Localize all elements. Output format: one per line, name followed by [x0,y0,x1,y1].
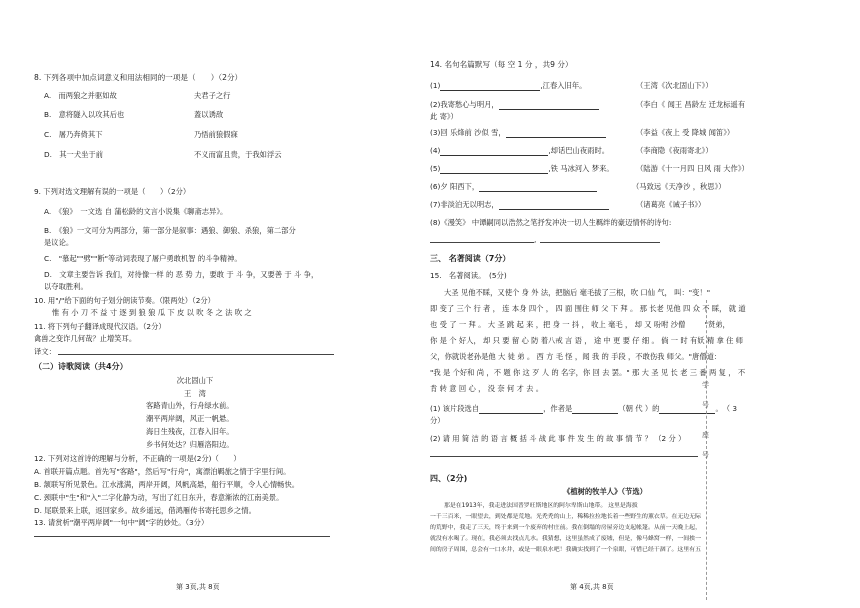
q14-title: 14. 名句名篇默写（每 空 1 分 ，共9 分） [430,60,573,69]
q15-passage-line-1: 大圣 见他不睬，又使个 身 外 法，把脑后 毫毛拔了三根，吹 口仙 气， 叫："变！" [444,288,711,297]
section-3-title: 三、 名著阅读（7分） [430,254,511,263]
q15-title: 15. 名著阅读。 (5分) [430,271,507,280]
q15-1-score: 。 （ 3 [715,404,738,413]
q9-option-d-cont: 以夺取胜利。 [44,282,88,291]
q9-option-c: C. "慕起""劈""断"等动词表现了屠户勇敢机智 的斗争精神。 [44,254,242,263]
seal-char-3: 座 [702,431,709,439]
q14-3-text: (3)回 乐烽前 沙似 雪， [430,128,506,137]
q14-item-2 [430,100,599,110]
q14-3-blank[interactable] [506,129,606,138]
seal-line-labels [700,300,714,600]
q11-answer-label: 译文： [34,347,56,356]
q14-7-text: (7)非淡泊无以明志， [430,200,499,209]
q14-2-text: (2)我寄愁心与明月， [430,100,499,109]
q14-1-blank[interactable] [440,82,540,91]
section-4-title: 四、（2分) [430,474,468,483]
q11-title: 11. 将下列句子翻译成现代汉语。（2分） [34,322,166,331]
q8-option-b: B. 意将隧入以攻其后也 [44,110,125,119]
q14-2-blank[interactable] [499,101,599,110]
q8-option-a2: 夫君子之行 [194,91,231,100]
q14-1-text: ,江春入旧年。 [540,81,587,90]
q14-4-text: ,却话巴山夜雨时。 [548,146,610,155]
poem-author: 王 湾 [184,389,206,398]
q14-5-blank[interactable] [440,165,548,174]
q14-4-source: （李商隐《夜雨寄北》） [636,146,713,155]
q12-option-a: A. 首联开篇点题。首先写"客路"，然后写"行舟"，寓漂泊羁旅之情于字里行间。 [34,467,291,476]
q15-passage-line-7: 肯 转 意 回 心 ， 没 奈 何 才 去 。 [430,384,544,393]
q14-6-source: （马致远《天净沙 ，秋思》） [632,182,726,191]
poem-line-3: 海日生残夜，江春入旧年。 [146,427,234,436]
article-line-5: 间的房子周围，总会有一口水井，或是一眼泉水吧！我确实找到了一个泉眼，可惜已经干涸了。这里有五 [430,547,701,553]
q8-option-d: D. 其一犬坐于前 [44,150,104,159]
poem-line-4: 乡书何处达？归雁洛阳边。 [146,440,234,449]
page-number-left: 第 3页,共 8页 [176,583,220,591]
q15-1-dynasty: （朝 代 ）的 [618,404,660,413]
q14-5-source: （陆游《十一月四 日风 雨 大作》） [636,164,749,173]
article-line-3: 的荒野中，我走了三天，终于来到一个废弃的村庄前。我在倒塌的房屋旁边支起帐篷。从前一天晚上起， [430,525,701,531]
q15-passage-line-6: "我 是 个好和 尚 ，不 题 你 这 歹 人 的 名字，你 回 去 罢。" 那 大 圣 见 长 老 三 番 两 复 ， 不 [430,368,746,377]
q15-2-answer-line[interactable] [430,456,698,457]
q11-sentence: 禽兽之变诈几何哉？止增笑耳。 [34,334,137,343]
q14-7-source: （诸葛亮《诫子书》） [636,200,706,209]
q14-1-num: (1) [430,81,441,90]
q14-item-5 [430,164,614,174]
q15-sub-1 [430,404,737,414]
q8-title: 8. 下列各项中加点词意义和用法相同的一项是（ ）（2分） [34,73,243,82]
poem-line-2: 潮平两岸阔，风正一帆悬。 [146,414,234,423]
seal-char-1: 学 [702,381,709,389]
q12-option-d: D. 尾联景来上联，返回家乡。故乡遥远，借鸿雁传书寄托思乡之情。 [34,506,256,515]
q15-1-text: (1) 该片段选自 [430,404,480,413]
left-page [0,0,420,608]
q15-1-blank-author[interactable] [572,405,618,414]
q12-option-b: B. 颔联写所见景色。江水涨满，两岸开阔，风帆高悬，船行平顺，令人心情畅快。 [34,480,300,489]
q14-item-8: (8)《漫笑》 中谭嗣同以浩然之笔抒发冲决一切人生羁绊的豪迈情怀的诗句: [430,218,672,227]
poem-line-1: 客路青山外，行舟绿水前。 [146,401,234,410]
q14-5-num: (5) [430,164,441,173]
q13-title: 13. 请赏析"潮平两岸阔"一句中"阔"字的妙处。（3分） [34,518,209,527]
article-line-1: 那是在1913年，我走进法国普罗旺斯地区的阿尔卑斯山地带。 这里是海拔 [444,503,638,509]
q14-4-blank[interactable] [440,147,548,156]
article-line-4: 就没有水喝了。现在，我必须去找点儿水。我猜想，这里虽然成了废墟，但是，像马蜂窝一样，一间挨一 [430,536,701,542]
right-page [420,0,860,608]
q12-title: 12. 下列对这首诗的理解与分析，不正确的一项是(2分)（ ） [34,454,241,463]
q15-passage-line-4: 你 是 个 好人， 却 只 要 留 心 防 着八戒 言 语 ， 途 中 更 要 仔 细 。 倘 一 时 有妖 精 拿 住 师 [430,336,744,345]
q8-option-a: A. 而两狼之并驱如故 [44,91,117,100]
q9-option-d: D. 文章主要告诉 我们，对待像一样 的 恶 势 力，要敢 于 斗 争，又要善 于 斗 争， [44,270,319,279]
q14-8-blank-1[interactable] [430,242,534,243]
q14-item-3 [430,128,606,138]
q14-1-source: （王湾《次北固山下》） [636,81,713,90]
q14-item-1 [430,81,586,91]
q15-passage-line-3: 也 受 了 一 拜 。 大 圣 跳 起 来 ，把 身 一 抖 ， 收上 毫毛 ， 却 又 吩咐 沙僧 "贤弟， [430,320,730,329]
q11-answer-line[interactable] [58,354,334,355]
q14-5-text: ,铁 马冰河入 梦来。 [548,164,614,173]
section-2-title: （二）诗歌阅读（共4分） [34,362,128,371]
q15-passage-line-5: 父，你就说老孙是他 大 徒 弟 。 西 方 毛 怪 ，闻 我 的 手段 ，不敢伤我 师父。"唐僧道： [430,352,722,361]
q15-1-blank-work[interactable] [479,405,543,414]
q14-item-7 [430,200,609,210]
q15-1-score-cont: 分） [430,416,445,425]
q14-8-blank-2[interactable] [540,242,660,243]
q9-option-b-cont: 是议论。 [44,238,74,247]
q14-2-source: （李白《 闻王 昌龄左 迁龙标遥有 [636,100,746,109]
q14-6-text: (6)夕 阳西下， [430,182,480,191]
q15-passage-line-2: 即 变了 三个 行 者 ， 连 本身 四个 ， 四 面 围住 师 父 下 拜 。 那 长老 见他 四 众 不 睬， 就 道 [430,304,746,313]
q15-sub-2: (2) 请 用 简 洁 的 语 言 概 括 斗 战 此 事 件 发 生 的 故 事 情 节 ？ （2 分 ） [430,434,686,443]
q10-sentence: 惟 有 小 刀 不 益 寸 逐 到 狼 狼 瓜 下 皮 以 吹 冬 之 法 吹 之 [52,308,252,317]
q10-title: 10. 用"/"给下面的句子划分朗读节奏。（限两处）（2分） [34,296,215,305]
q9-title: 9. 下列对选文理解有误的一项是（ ）（2分） [34,187,191,196]
q14-6-blank[interactable] [479,183,597,192]
seal-char-2: 号 [702,401,709,409]
q9-option-a: A. 《狼》 一文选 自 蒲松龄的文言小说集《聊斋志异》。 [44,207,228,216]
q12-option-c: C. 颈联中"生"和"入"二字化静为动，写出了红日东升，春意渐浓的江南美景。 [34,493,284,502]
q14-2-source-cont: 此 寄》） [430,112,458,121]
q14-8-comma: , [534,235,537,244]
q14-4-num: (4) [430,146,441,155]
q14-item-6 [430,182,597,192]
q8-option-c: C. 屠乃奔倚其下 [44,130,103,139]
q14-item-4 [430,146,609,156]
seal-char-4: 号 [702,451,709,459]
article-line-2: 一千三百米，一眼望去，到处都是荒地。光秃秃的山上，稀稀拉拉地长着一些野生的薰衣草。在无边无际 [430,514,701,520]
q14-7-blank[interactable] [499,201,609,210]
page-number-right: 第 4页,共 8页 [570,583,614,591]
q8-option-c2: 乃悟前狼假寐 [194,130,238,139]
q8-option-b2: 蓋以诱敌 [194,110,224,119]
article-title: 《植树的牧羊人》（节选） [563,487,647,496]
q9-option-b: B. 《狼》一文可分为两部分，第一部分是叙事：遇狼、御狼、杀狼，第二部分 [44,226,296,235]
poem-title: 次北固山下 [176,376,214,385]
q8-option-d2: 不义而富且贵，于我如浮云 [194,150,282,159]
q15-1-author: ，作者是 [543,404,573,413]
q13-answer-line[interactable] [34,536,330,537]
q14-3-source: （李益《夜上 受 降城 闻笛》） [636,128,735,137]
